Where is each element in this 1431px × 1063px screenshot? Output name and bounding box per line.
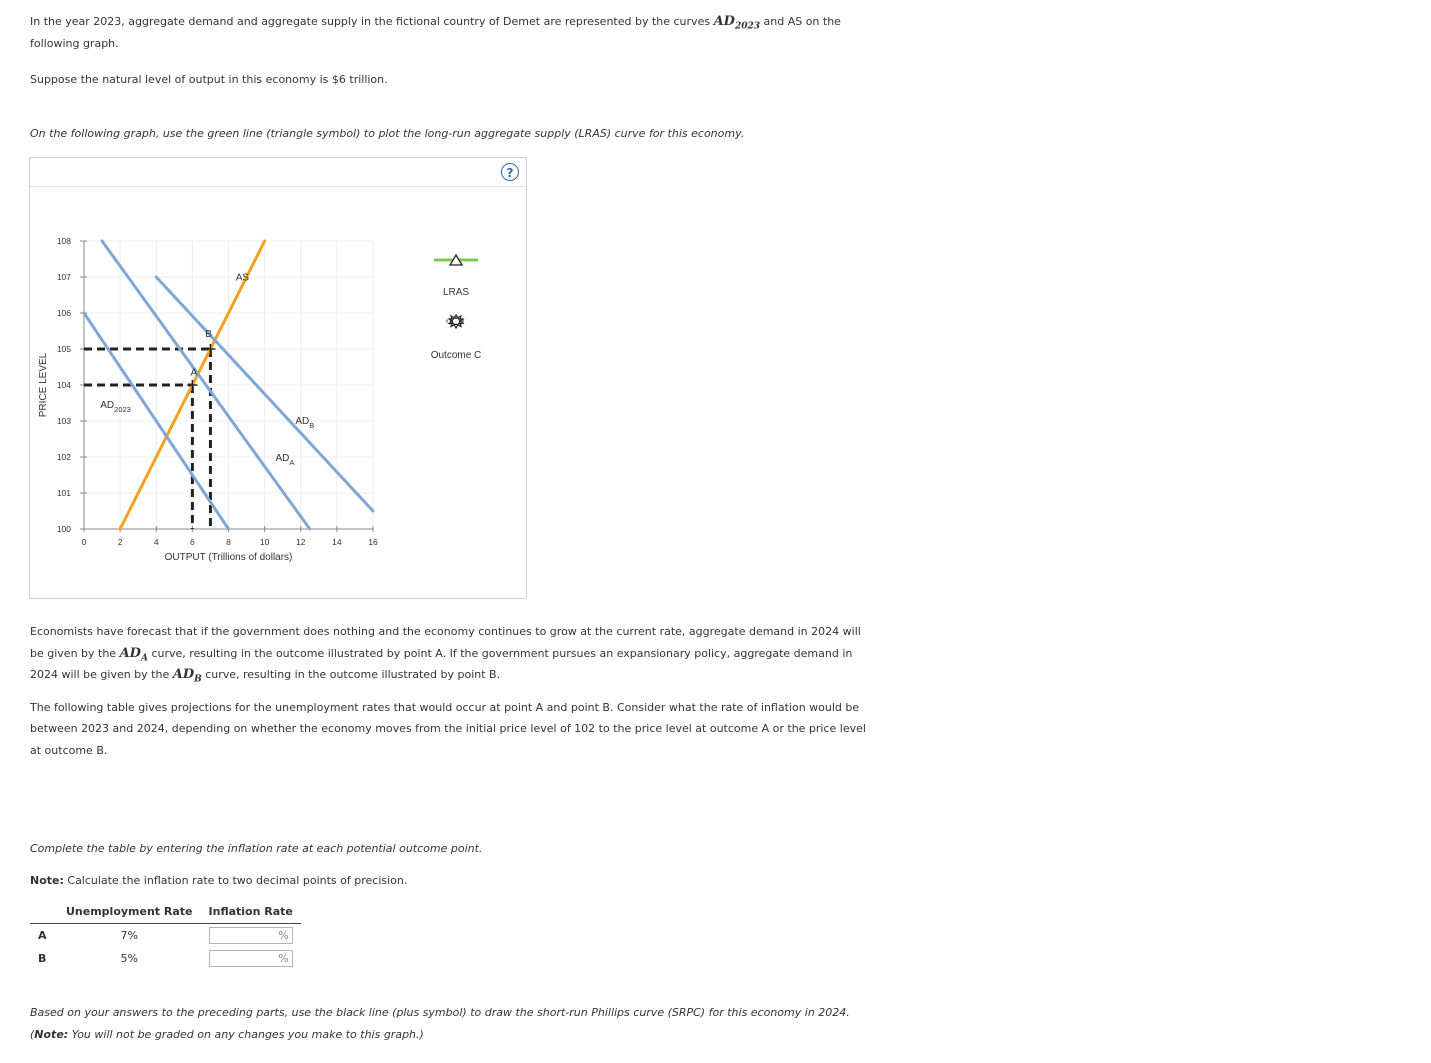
y-tick-label: 100 [56, 524, 71, 534]
x-tick-label: 6 [190, 537, 195, 547]
inflation-table [30, 902, 301, 970]
table-corner [30, 902, 58, 924]
srpc-note: (Note: You will not be graded on any changes you make to this graph.) [30, 1028, 424, 1041]
ad2023-symbol: $AD_{2023}$ [713, 14, 760, 32]
inflation-cell [201, 947, 301, 970]
x-tick-label: 16 [368, 537, 378, 547]
y-tick-label: 103 [56, 416, 71, 426]
inflation-cell [201, 924, 301, 948]
ada-label: $AD_A$ [275, 453, 295, 467]
x-tick-label: 10 [259, 537, 270, 547]
y-tick-label: 104 [56, 380, 71, 390]
intro-line-2: following graph. [30, 37, 119, 50]
inflation-input-a[interactable]: % [209, 927, 293, 944]
outcome-c-legend-label: Outcome C [430, 350, 482, 361]
help-icon[interactable]: ? [501, 163, 519, 181]
intro-text-end: and AS on the [763, 15, 841, 28]
x-axis-title: OUTPUT (Trillions of dollars) [164, 552, 293, 563]
unemployment-value: 7% [120, 929, 138, 942]
x-tick-label: 4 [153, 537, 159, 547]
point-a-label: A [190, 367, 198, 379]
y-tick-label: 102 [56, 452, 71, 462]
table-intro-line-3: at outcome B. [30, 744, 108, 757]
ada-symbol: $AD_A$ [119, 646, 148, 664]
aggregate-demand-supply-chart[interactable] [30, 158, 526, 598]
table-intro-line-2: between 2023 and 2024, depending on whether the economy moves from the initial price level of 102 to the price level at outcome A or the price level [30, 722, 866, 735]
complete-instruction: Complete the table by entering the inflation rate at each potential outcome point. [30, 842, 483, 855]
x-tick-label: 0 [81, 537, 87, 547]
forecast-line-2: be given by the $AD_A$ curve, resulting in the outcome illustrated by point A. If the government pursues an expansionary policy, aggregate demand in [30, 646, 853, 664]
lras-legend-label: LRAS [442, 287, 470, 298]
outcome-c-star-icon[interactable] [446, 315, 466, 328]
x-tick-label: 8 [226, 537, 231, 547]
row-label: B [38, 952, 47, 965]
y-tick-label: 106 [56, 308, 71, 318]
adb-label: $AD_B$ [295, 416, 315, 430]
inflation-input-b[interactable]: % [209, 950, 293, 967]
unemployment-value: 5% [120, 952, 138, 965]
chart-ticks [57, 236, 378, 547]
x-tick-label: 12 [296, 537, 306, 547]
note-text: Note: Calculate the inflation rate to two decimal points of precision. [30, 874, 408, 887]
adb-symbol: $AD_B$ [172, 667, 202, 685]
intro-line-1 [30, 11, 841, 38]
y-tick-label: 105 [56, 344, 71, 354]
table-row [30, 947, 301, 970]
srpc-instruction: Based on your answers to the preceding parts, use the black line (plus symbol) to draw the short-run Phillips curve (SRPC) for this economy in 2024. [30, 1006, 850, 1019]
graph-instruction: On the following graph, use the green line (triangle symbol) to plot the long-run aggregate supply (LRAS) curve for this economy. [30, 127, 745, 140]
y-tick-label: 108 [56, 236, 71, 246]
forecast-line-1: Economists have forecast that if the government does nothing and the economy continues to grow at the current rate, aggregate demand in 2024 will [30, 625, 861, 638]
ad2023-label: $AD_{2023}$ [100, 400, 131, 414]
row-label: A [38, 929, 47, 942]
point-b-label: B [205, 328, 212, 340]
x-tick-label: 14 [332, 537, 342, 547]
graph-panel[interactable] [29, 157, 527, 599]
forecast-line-3: 2024 will be given by the $AD_B$ curve, resulting in the outcome illustrated by point B. [30, 667, 501, 685]
natural-output-text: Suppose the natural level of output in this economy is $6 trillion. [30, 73, 388, 86]
header-unemployment: Unemployment Rate [58, 902, 201, 924]
chart-legend [431, 255, 482, 361]
x-tick-label: 2 [117, 537, 123, 547]
intro-text: In the year 2023, aggregate demand and aggregate supply in the fictional country of Demet are represented by the curves [30, 15, 711, 28]
as-label: AS [235, 272, 250, 284]
table-row [30, 924, 301, 948]
y-tick-label: 101 [56, 488, 71, 498]
header-inflation: Inflation Rate [201, 902, 301, 924]
y-tick-label: 107 [56, 272, 71, 282]
y-axis-title: PRICE LEVEL [38, 352, 49, 418]
table-intro-line-1: The following table gives projections for the unemployment rates that would occur at point A and point B. Consider what the rate of inflation would be [30, 701, 860, 714]
